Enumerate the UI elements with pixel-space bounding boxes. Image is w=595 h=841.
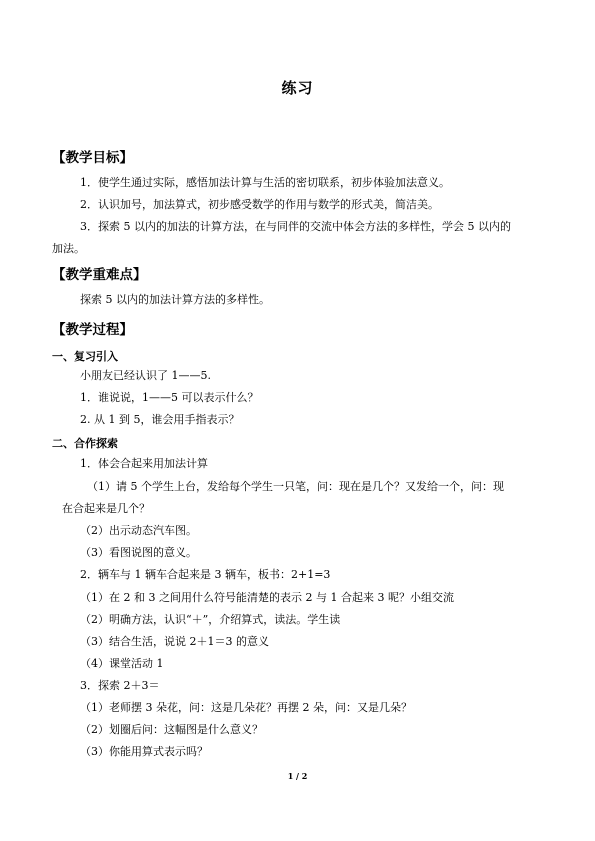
part-heading-review: 一、复习引入 <box>52 350 118 363</box>
section-heading-process: 【教学过程】 <box>52 322 133 338</box>
explore-step-3a: （1）老师摆 3 朵花，问：这是几朵花？再摆 2 朵，问：又是几朵？ <box>80 701 412 714</box>
goal-item-2: 2．认识加号，加法算式，初步感受数学的作用与数学的形式美，简洁美。 <box>80 198 439 211</box>
explore-step-1a-line-1: （1）请 5 个学生上台，发给每个学生一只笔，问：现在是几个？又发给一个，问：现 <box>87 480 504 493</box>
section-heading-goals: 【教学目标】 <box>52 150 133 166</box>
explore-step-2: 2．辆车与 1 辆车合起来是 3 辆车，板书：2+1=3 <box>80 568 331 581</box>
explore-step-1: 1．体会合起来用加法计算 <box>80 457 208 470</box>
goal-item-1: 1．使学生通过实际，感悟加法计算与生活的密切联系，初步体验加法意义。 <box>80 176 450 189</box>
explore-step-2d: （4）课堂活动 1 <box>80 657 164 670</box>
part-heading-explore: 二、合作探索 <box>52 437 118 450</box>
key-points-text: 探索 5 以内的加法计算方法的多样性。 <box>80 293 270 306</box>
explore-step-3b: （2）划圈后问：这幅图是什么意义？ <box>80 723 263 736</box>
review-question-1: 1．谁说说，1——5 可以表示什么？ <box>80 391 259 404</box>
goal-item-3-line-2: 加法。 <box>52 242 85 255</box>
explore-step-2b: （2）明确方法，认识“＋”，介绍算式，读法。学生读 <box>80 613 341 626</box>
page-number: 1 / 2 <box>287 771 308 781</box>
explore-step-1c: （3）看图说图的意义。 <box>80 546 197 559</box>
review-question-2: 2. 从 1 到 5，谁会用手指表示？ <box>80 413 240 426</box>
explore-step-3c: （3）你能用算式表示吗？ <box>80 745 208 758</box>
explore-step-2c: （3）结合生活，说说 2＋1＝3 的意义 <box>80 635 269 648</box>
review-intro: 小朋友已经认识了 1——5. <box>80 369 211 382</box>
goal-item-3-line-1: 3．探索 5 以内的加法的计算方法，在与同伴的交流中体会方法的多样性，学会 5 以内的 <box>80 220 511 233</box>
explore-step-1b: （2）出示动态汽车图。 <box>80 524 197 537</box>
page-title: 练习 <box>281 79 314 97</box>
section-heading-key-points: 【教学重难点】 <box>52 267 147 283</box>
explore-step-2a: （1）在 2 和 3 之间用什么符号能清楚的表示 2 与 1 合起来 3 呢？小组交流 <box>80 591 454 604</box>
explore-step-3: 3．探索 2＋3＝ <box>80 679 160 692</box>
explore-step-1a-line-2: 在合起来是几个？ <box>62 502 150 515</box>
